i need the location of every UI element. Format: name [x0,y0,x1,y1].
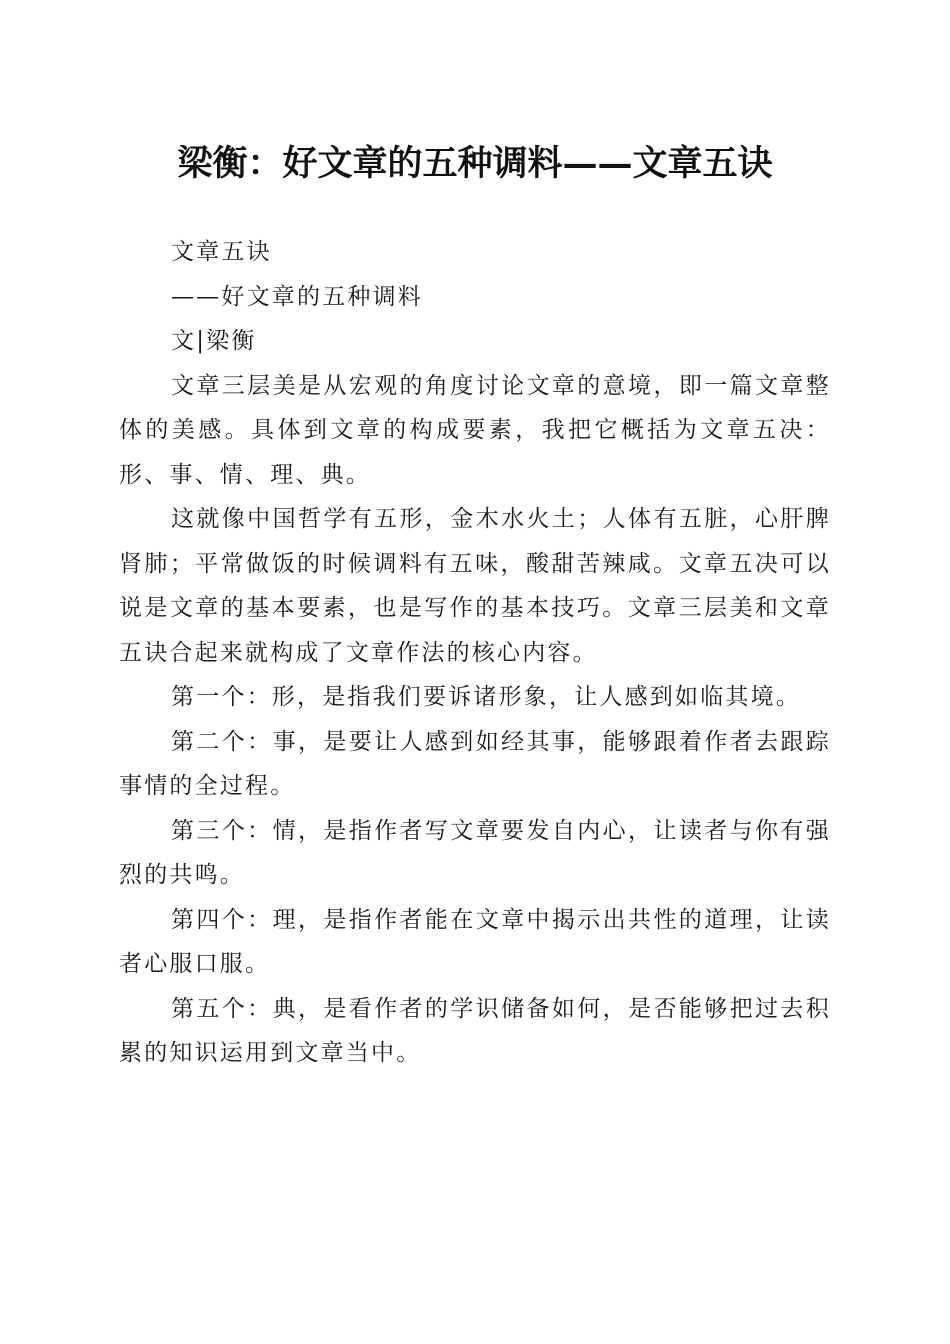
paragraph-intro: 文章三层美是从宏观的角度讨论文章的意境，即一篇文章整体的美感。具体到文章的构成要素，我把它概括为文章五决：形、事、情、理、典。 [119,372,831,488]
author-line: 文|梁衡 [171,328,257,354]
paragraph-event: 第二个：事，是要让人感到如经其事，能够跟着作者去跟踪事情的全过程。 [119,728,831,799]
paragraph-emotion: 第三个：情，是指作者写文章要发自内心，让读者与你有强烈的共鸣。 [119,817,831,888]
page-title: 梁衡：好文章的五种调料——文章五诀 [177,143,773,184]
paragraph-allusion: 第五个：典，是看作者的学识储备如何，是否能够把过去积累的知识运用到文章当中。 [119,995,831,1066]
article-body [119,230,831,1076]
paragraph-form: 第一个：形，是指我们要诉诸形象，让人感到如临其境。 [171,684,801,710]
paragraph-analogy: 这就像中国哲学有五形，金木水火土；人体有五脏，心肝脾肾肺；平常做饭的时候调料有五味，酸甜苦辣咸。文章五决可以说是文章的基本要素，也是写作的基本技巧。文章三层美和文章五诀合起来就构成了文章作法的核心内容。 [119,506,831,666]
subtitle-heading: 文章五诀 [171,239,272,265]
subtitle-tagline: ——好文章的五种调料 [171,283,423,310]
paragraph-reason: 第四个：理，是指作者能在文章中揭示出共性的道理，让读者心服口服。 [119,906,831,977]
